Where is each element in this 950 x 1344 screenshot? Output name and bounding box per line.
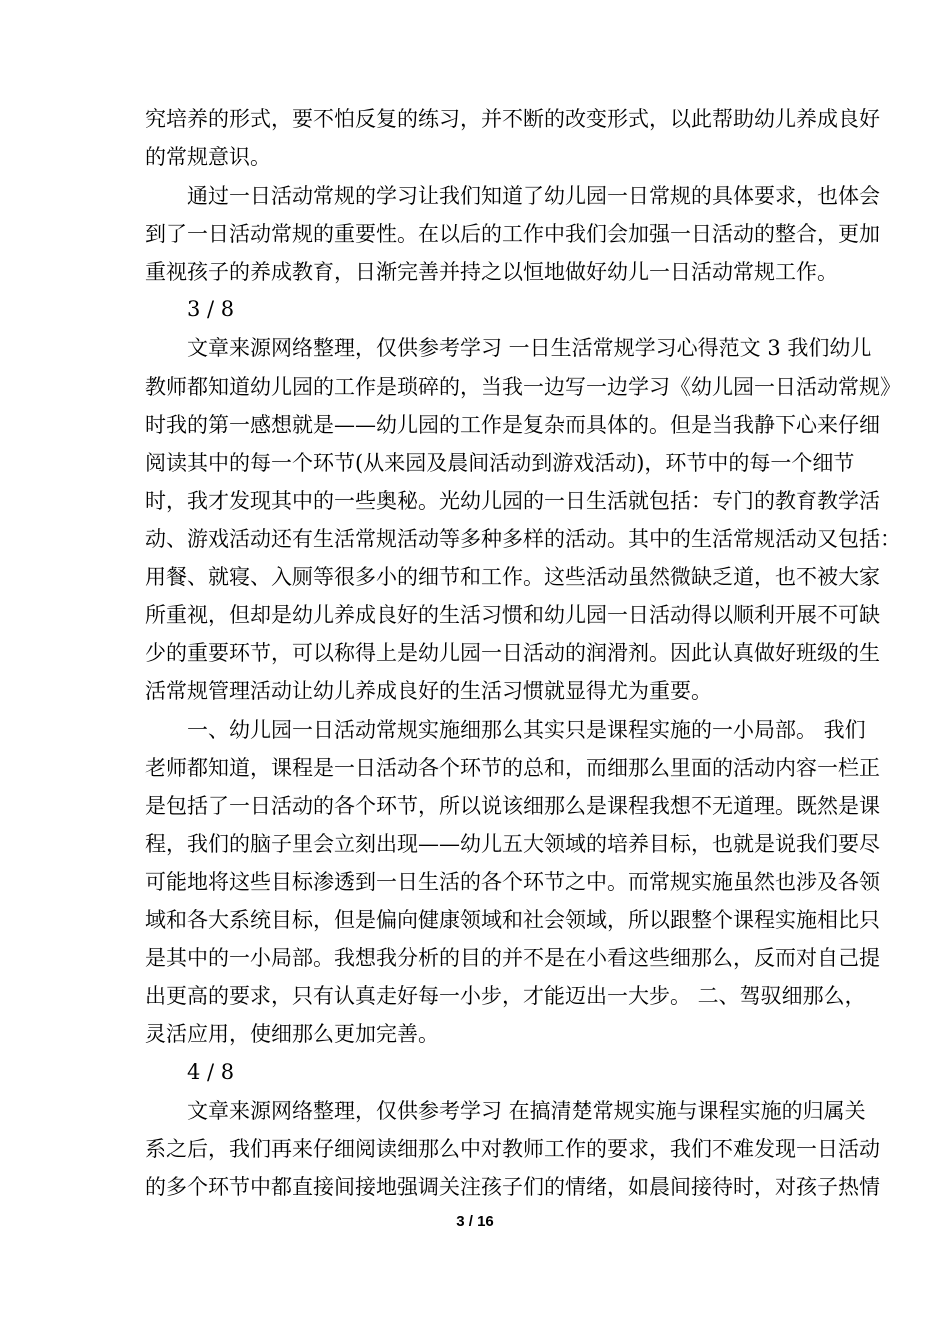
inline-page-marker: 4 / 8 [187, 1060, 235, 1084]
text-line: 动、游戏活动还有生活常规活动等多种多样的活动。其中的生活常规活动又包括： [145, 527, 901, 551]
text-line: 域和各大系统目标，但是偏向健康领域和社会领域，所以跟整个课程实施相比只 [145, 908, 880, 932]
text-line: 系之后，我们再来仔细阅读细那么中对教师工作的要求，我们不难发现一日活动 [145, 1137, 880, 1161]
text-line: 是其中的一小局部。我想我分析的目的并不是在小看这些细那么，反而对自己提 [145, 946, 880, 970]
text-line: 活常规管理活动让幼儿养成良好的生活习惯就显得尤为重要。 [145, 679, 712, 703]
text-line: 时，我才发现其中的一些奥秘。光幼儿园的一日生活就包括：专门的教育教学活 [145, 489, 880, 513]
text-line: 灵活应用，使细那么更加完善。 [145, 1022, 439, 1046]
text-line: 所重视，但却是幼儿养成良好的生活习惯和幼儿园一日活动得以顺利开展不可缺 [145, 603, 880, 627]
paragraph-first-line: 文章来源网络整理，仅供参考学习 在搞清楚常规实施与课程实施的归属关 [187, 1099, 866, 1123]
paragraph-first-line: 文章来源网络整理，仅供参考学习 一日生活常规学习心得范文 3 我们幼儿 [187, 336, 872, 360]
text-line: 的多个环节中都直接间接地强调关注孩子们的情绪，如晨间接待时，对孩子热情 [145, 1175, 880, 1199]
text-line: 的常规意识。 [145, 145, 271, 169]
text-line: 究培养的形式，要不怕反复的练习，并不断的改变形式，以此帮助幼儿养成良好 [145, 107, 880, 131]
paragraph-first-line: 一、幼儿园一日活动常规实施细那么其实只是课程实施的一小局部。 我们 [187, 718, 866, 742]
page-number-footer: 3 / 16 [456, 1213, 494, 1230]
text-line: 是包括了一日活动的各个环节，所以说该细那么是课程我想不无道理。既然是课 [145, 794, 880, 818]
inline-page-marker: 3 / 8 [187, 297, 235, 321]
text-line: 少的重要环节，可以称得上是幼儿园一日活动的润滑剂。因此认真做好班级的生 [145, 641, 880, 665]
text-line: 可能地将这些目标渗透到一日生活的各个环节之中。而常规实施虽然也涉及各领 [145, 870, 880, 894]
paragraph-first-line: 通过一日活动常规的学习让我们知道了幼儿园一日常规的具体要求，也体会 [187, 184, 880, 208]
text-line: 教师都知道幼儿园的工作是琐碎的，当我一边写一边学习《幼儿园一日活动常规》 [145, 375, 901, 399]
text-line: 时我的第一感想就是——幼儿园的工作是复杂而具体的。但是当我静下心来仔细 [145, 413, 880, 437]
text-line: 出更高的要求，只有认真走好每一小步，才能迈出一大步。 二、驾驭细那么， [145, 984, 866, 1008]
text-line: 用餐、就寝、入厕等很多小的细节和工作。这些活动虽然微缺乏道，也不被大家 [145, 565, 880, 589]
text-line: 程，我们的脑子里会立刻出现——幼儿五大领域的培养目标，也就是说我们要尽 [145, 832, 880, 856]
text-line: 老师都知道，课程是一日活动各个环节的总和，而细那么里面的活动内容一栏正 [145, 756, 880, 780]
text-line: 到了一日活动常规的重要性。在以后的工作中我们会加强一日活动的整合，更加 [145, 222, 880, 246]
text-line: 重视孩子的养成教育，日渐完善并持之以恒地做好幼儿一日活动常规工作。 [145, 260, 838, 284]
text-line: 阅读其中的每一个环节(从来园及晨间活动到游戏活动)，环节中的每一个细节 [145, 451, 855, 475]
